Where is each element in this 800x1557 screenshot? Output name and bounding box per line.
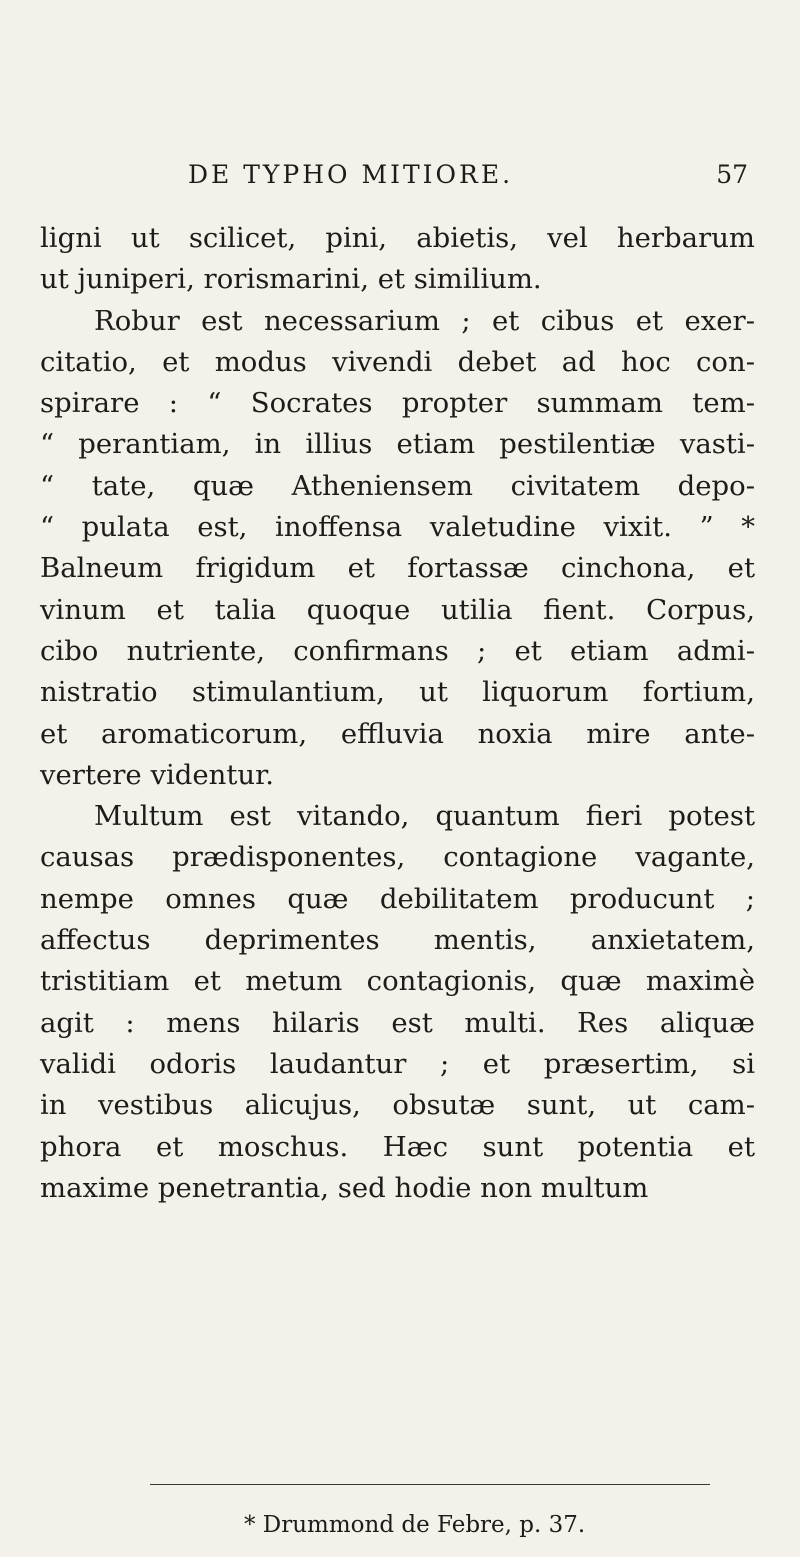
text-line: citatio, et modus vivendi debet ad hoc con- [40, 345, 755, 378]
footnote-rule [150, 1484, 710, 1485]
text-line: Robur est necessarium ; et cibus et exer- [94, 304, 755, 337]
text-line: cibo nutriente, confirmans ; et etiam admi- [40, 634, 755, 667]
text-line: causas prædisponentes, contagione vagante, [40, 841, 755, 874]
text-line: tristitiam et metum contagionis, quæ maximè [40, 965, 755, 998]
text-line: vertere videntur. [40, 758, 274, 791]
text-line: nistratio stimulantium, ut liquorum fortium, [40, 676, 755, 709]
page-number: 57 [716, 160, 748, 189]
text-line: ligni ut scilicet, pini, abietis, vel herbarum [40, 222, 755, 254]
text-line: ut juniperi, rorismarini, et similium. [40, 263, 542, 296]
text-line: et aromaticorum, effluvia noxia mire ante- [40, 717, 755, 750]
footnote: * Drummond de Febre, p. 37. [244, 1512, 586, 1538]
text-line: nempe omnes quæ debilitatem producunt ; [40, 882, 755, 915]
text-line: maxime penetrantia, sed hodie non multum [40, 1171, 649, 1204]
text-line: agit : mens hilaris est multi. Res aliquæ [40, 1006, 755, 1039]
text-line: Balneum frigidum et fortassæ cinchona, et [40, 552, 755, 585]
text-line: affectus deprimentes mentis, anxietatem, [40, 924, 755, 957]
body-text [40, 218, 755, 1209]
text-line: phora et moschus. Hæc sunt potentia et [40, 1130, 755, 1163]
running-title: DE TYPHO MITIORE. [188, 160, 514, 189]
text-line: vinum et talia quoque utilia fient. Corpus, [40, 593, 755, 626]
text-line: Multum est vitando, quantum fieri potest [94, 800, 755, 833]
text-line: spirare : “ Socrates propter summam tem- [40, 387, 755, 420]
text-line: in vestibus alicujus, obsutæ sunt, ut cam- [40, 1089, 755, 1122]
text-line: “ pulata est, inoffensa valetudine vixit. ” * [40, 511, 755, 544]
text-line: validi odoris laudantur ; et præsertim, si [40, 1047, 755, 1080]
running-head [188, 160, 748, 192]
text-line: “ perantiam, in illius etiam pestilentiæ vasti- [40, 428, 755, 461]
text-line: “ tate, quæ Atheniensem civitatem depo- [40, 469, 755, 502]
